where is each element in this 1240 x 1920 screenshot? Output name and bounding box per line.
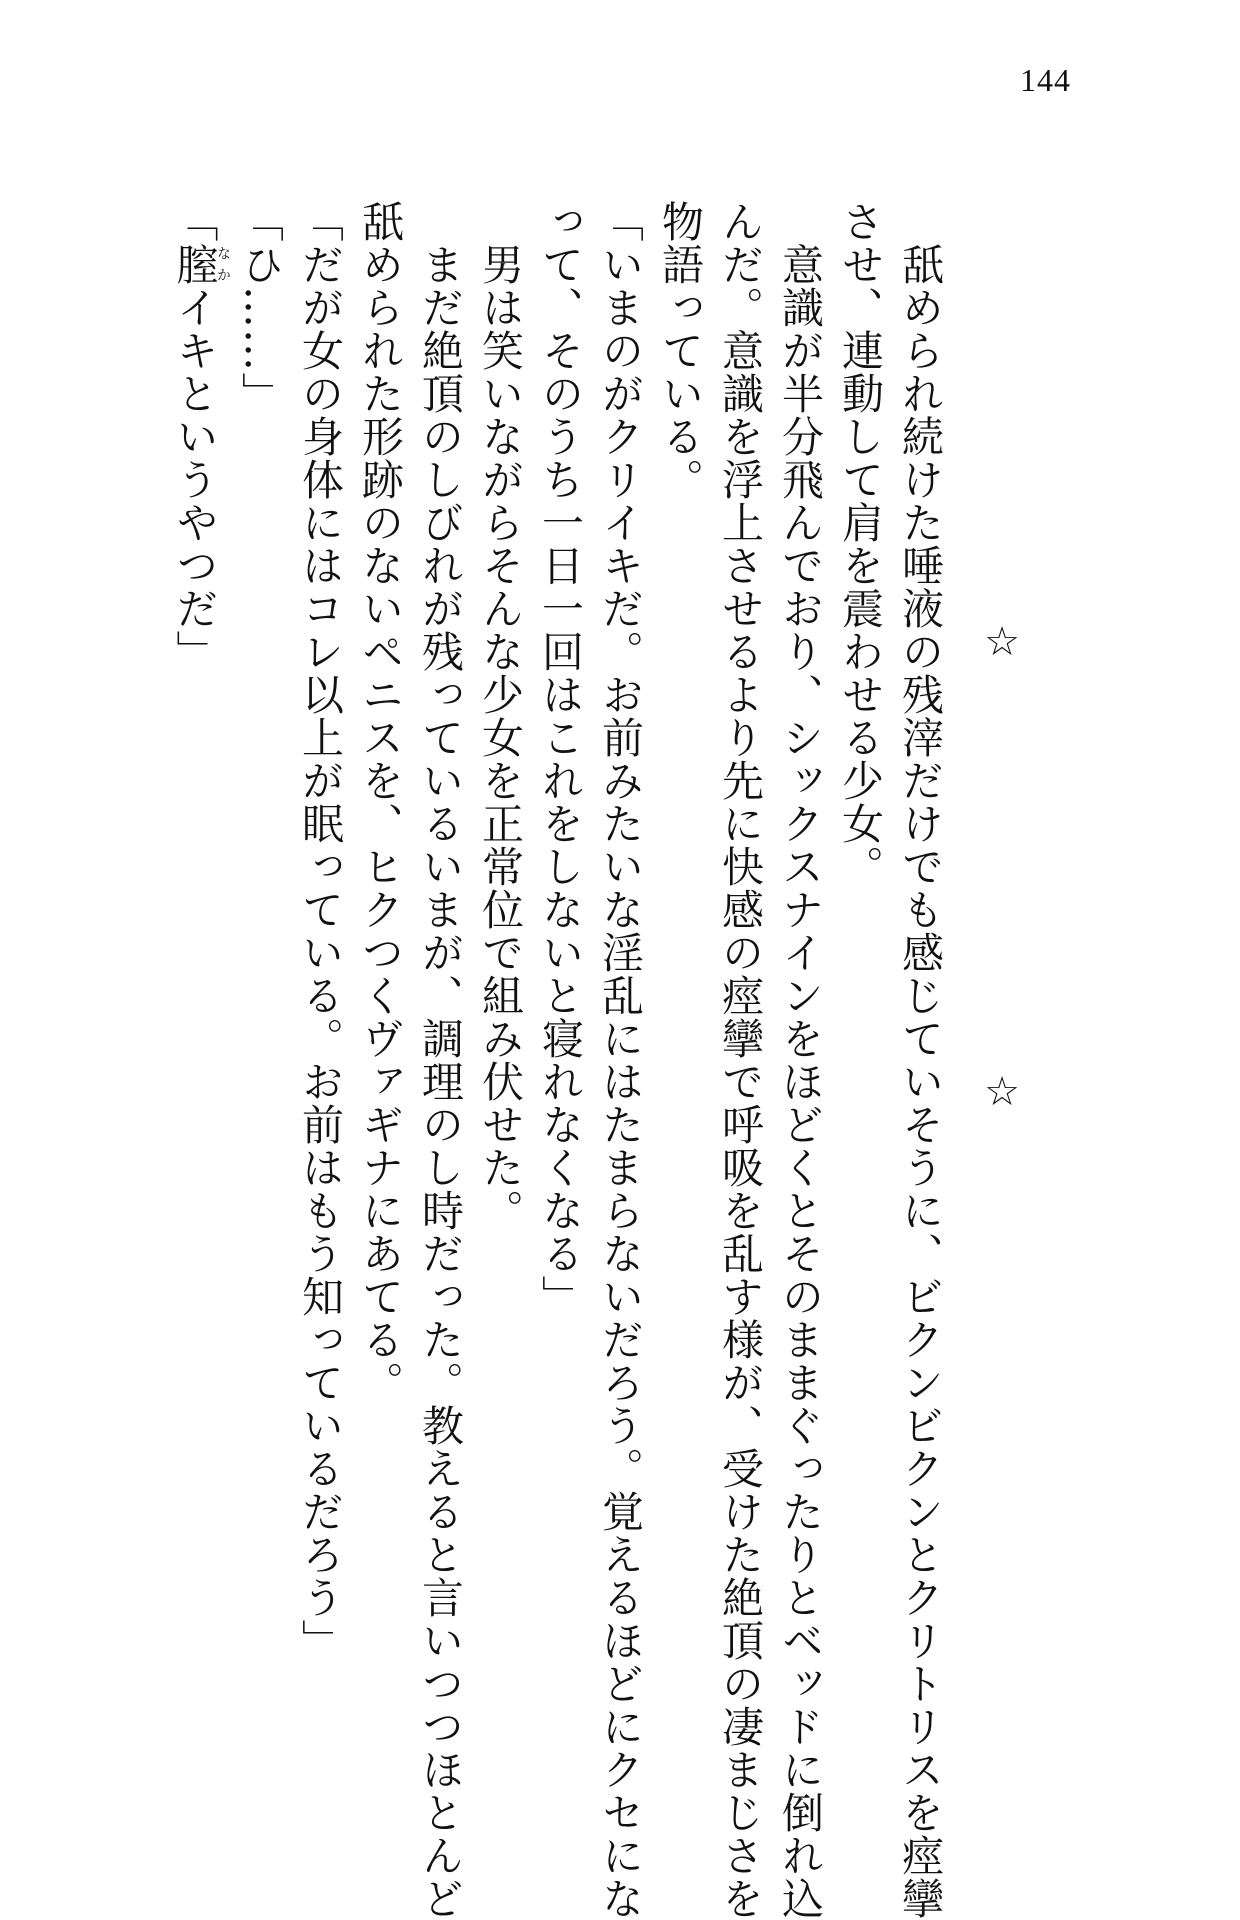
- scene-break-star: ☆: [984, 619, 1020, 665]
- text-line-last: [165, 200, 231, 1650]
- ruby-reading: なか: [215, 243, 231, 286]
- text-line: 舐められ続けた唾液の残滓だけでも感じていそうに、ビクンビクンとクリトリスを痙攣: [896, 200, 945, 1920]
- text-line: って、そのうち一日一回はこれをしないと寝れなくなる」: [536, 200, 585, 1318]
- text-line: んだ。意識を浮上させるより先に快感の痙攣で呼吸を乱す様が、受けた絶頂の凄まじさを: [716, 200, 765, 1920]
- text-line: 舐められた形跡のないペニスを、ヒクつくヴァギナにあてる。: [356, 200, 405, 1404]
- ruby-word: [170, 243, 231, 286]
- quote-rest: イキというやつだ」: [170, 286, 220, 673]
- text-line: 物語っている。: [656, 200, 705, 501]
- page-number: 144: [1020, 62, 1071, 98]
- vertical-text-body: [170, 200, 950, 1920]
- text-line: 意識が半分飛んでおり、シックスナインをほどくとそのままぐったりとベッドに倒れ込: [776, 200, 825, 1920]
- text-line: 「いまのがクリイキだ。お前みたいな淫乱にはたまらないだろう。覚えるほどにクセにな: [596, 200, 645, 1920]
- text-line: 「だが女の身体にはコレ以上が眠っている。お前はもう知っているだろう」: [296, 200, 345, 1662]
- ruby-base: 膣: [170, 243, 220, 286]
- text-line: させ、連動して肩を震わせる少女。: [836, 200, 885, 888]
- text-line: 男は笑いながらそんな少女を正常位で組み伏せた。: [476, 200, 525, 1232]
- text-line: まだ絶頂のしびれが残っているいまが、調理のし時だった。教えると言いつつほとんど: [416, 200, 465, 1920]
- scene-break-star: ☆: [984, 1069, 1020, 1115]
- text-line: 「ひ……」: [236, 200, 285, 415]
- quote-open: 「: [170, 200, 220, 243]
